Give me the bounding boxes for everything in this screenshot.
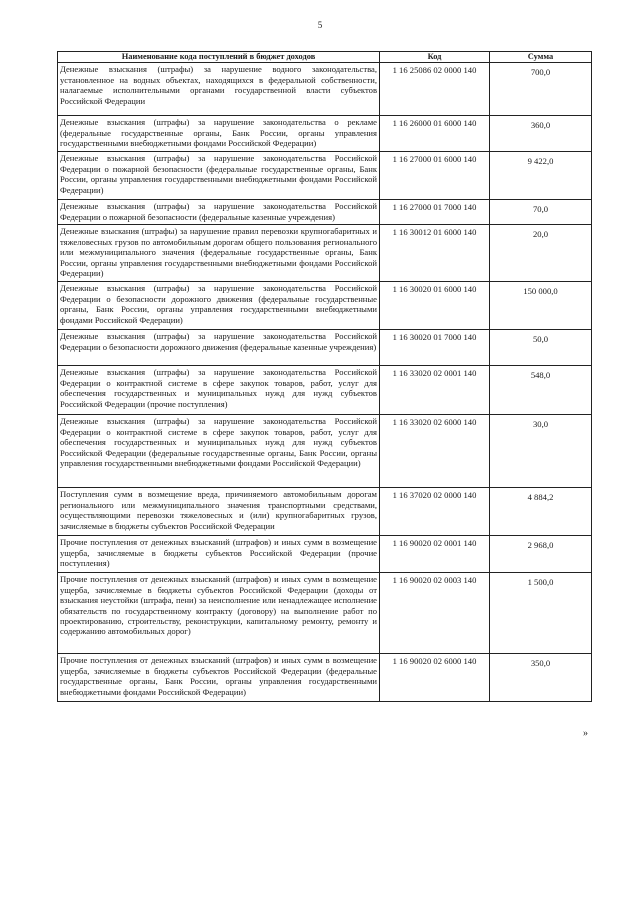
row-code: 1 16 27000 01 7000 140 — [380, 200, 490, 225]
row-code: 1 16 26000 01 6000 140 — [380, 116, 490, 152]
header-name: Наименование кода поступлений в бюджет доходов — [58, 52, 380, 63]
row-sum: 548,0 — [490, 366, 592, 415]
row-code: 1 16 30020 01 6000 140 — [380, 282, 490, 330]
row-code: 1 16 30012 01 6000 140 — [380, 225, 490, 282]
row-code: 1 16 30020 01 7000 140 — [380, 330, 490, 366]
row-name: Прочие поступления от денежных взысканий (штрафов) и иных сумм в возмещение ущерба, зачисляемые в бюджеты субъектов Российской Федерации (доходы от взыскания неустойки (штрафа, пени) за неисполнение или ненадлежащее исполнение обязательств по государственному контракту (договору) на выполнение работ по проектированию, строительству, реконструкции, капитальному ремонту, ремонту и содержанию автомобильных дорог) — [58, 573, 380, 654]
row-code: 1 16 90020 02 0003 140 — [380, 573, 490, 654]
row-sum: 700,0 — [490, 63, 592, 116]
table-row — [58, 282, 592, 330]
row-name: Денежные взыскания (штрафы) за нарушение законодательства Российской Федерации о безопасности дорожного движения (федеральные государственные органы, Банк России, органы управления государственными внебюджетными фондами Российской Федерации) — [58, 282, 380, 330]
row-name: Денежные взыскания (штрафы) за нарушение законодательства Российской Федерации о безопасности дорожного движения (федеральные казенные учреждения) — [58, 330, 380, 366]
row-sum: 150 000,0 — [490, 282, 592, 330]
row-sum: 30,0 — [490, 415, 592, 488]
header-code: Код — [380, 52, 490, 63]
table-row — [58, 330, 592, 366]
row-sum: 1 500,0 — [490, 573, 592, 654]
table-row — [58, 488, 592, 536]
table-row — [58, 152, 592, 200]
table-row — [58, 415, 592, 488]
table-row — [58, 116, 592, 152]
row-name: Поступления сумм в возмещение вреда, причиняемого автомобильным дорогам регионального или межмуниципального значения транспортными средствами, осуществляющими перевозки тяжеловесных и (или) крупногабаритных грузов, зачисляемые в бюджеты субъектов Российской Федерации — [58, 488, 380, 536]
page-number: 5 — [317, 20, 323, 30]
row-code: 1 16 90020 02 0001 140 — [380, 536, 490, 573]
table-row — [58, 200, 592, 225]
table-row — [58, 63, 592, 116]
row-name: Денежные взыскания (штрафы) за нарушение законодательства о рекламе (федеральные государственные органы, Банк России, органы управления государственными внебюджетными фондами Российской Федерации) — [58, 116, 380, 152]
row-sum: 360,0 — [490, 116, 592, 152]
row-name: Денежные взыскания (штрафы) за нарушение правил перевозки крупногабаритных и тяжеловесных грузов по автомобильным дорогам общего пользования регионального или межмуниципального значения (федеральные государственные органы, Банк России, органы управления государственными внебюджетными фондами Российской Федерации) — [58, 225, 380, 282]
row-name: Денежные взыскания (штрафы) за нарушение законодательства Российской Федерации о пожарной безопасности (федеральные государственные органы, Банк России, органы управления государственными внебюджетными фондами Российской Федерации) — [58, 152, 380, 200]
row-sum: 9 422,0 — [490, 152, 592, 200]
row-sum: 4 884,2 — [490, 488, 592, 536]
row-code: 1 16 33020 02 0001 140 — [380, 366, 490, 415]
row-name: Прочие поступления от денежных взысканий (штрафов) и иных сумм в возмещение ущерба, зачисляемые в бюджеты субъектов Российской Федерации (прочие поступления) — [58, 536, 380, 573]
row-code: 1 16 37020 02 0000 140 — [380, 488, 490, 536]
table-row — [58, 573, 592, 654]
row-sum: 2 968,0 — [490, 536, 592, 573]
table-row — [58, 536, 592, 573]
row-name: Денежные взыскания (штрафы) за нарушение законодательства Российской Федерации о пожарной безопасности (федеральные казенные учреждения) — [58, 200, 380, 225]
row-code: 1 16 27000 01 6000 140 — [380, 152, 490, 200]
row-name: Денежные взыскания (штрафы) за нарушение законодательства Российской Федерации о контрактной системе в сфере закупок товаров, работ, услуг для обеспечения государственных и муниципальных нужд для нужд субъектов Российской Федерации (прочие поступления) — [58, 366, 380, 415]
row-code: 1 16 25086 02 0000 140 — [380, 63, 490, 116]
header-sum: Сумма — [490, 52, 592, 63]
row-sum: 20,0 — [490, 225, 592, 282]
table-row — [58, 366, 592, 415]
row-sum: 70,0 — [490, 200, 592, 225]
row-code: 1 16 90020 02 6000 140 — [380, 654, 490, 702]
table-row — [58, 225, 592, 282]
row-name: Прочие поступления от денежных взысканий (штрафов) и иных сумм в возмещение ущерба, зачисляемые в бюджеты субъектов Российской Федерации (федеральные государственные органы, Банк России, органы управления государственными внебюджетными фондами Российской Федерации) — [58, 654, 380, 702]
revenue-table — [57, 51, 592, 702]
row-sum: 350,0 — [490, 654, 592, 702]
row-sum: 50,0 — [490, 330, 592, 366]
row-name: Денежные взыскания (штрафы) за нарушение законодательства Российской Федерации о контрактной системе в сфере закупок товаров, работ, услуг для обеспечения государственных и муниципальных нужд для нужд субъектов Российской Федерации (федеральные государственные органы, Банк России, органы управления государственными внебюджетными фондами Российской Федерации) — [58, 415, 380, 488]
row-name: Денежные взыскания (штрафы) за нарушение водного законодательства, установленное на водных объектах, находящихся в федеральной собственности, налагаемые исполнительными органами государственной власти субъектов Российской Федерации — [58, 63, 380, 116]
table-row — [58, 654, 592, 702]
closing-quote-mark: » — [583, 728, 588, 739]
table-header-row — [58, 52, 592, 63]
row-code: 1 16 33020 02 6000 140 — [380, 415, 490, 488]
